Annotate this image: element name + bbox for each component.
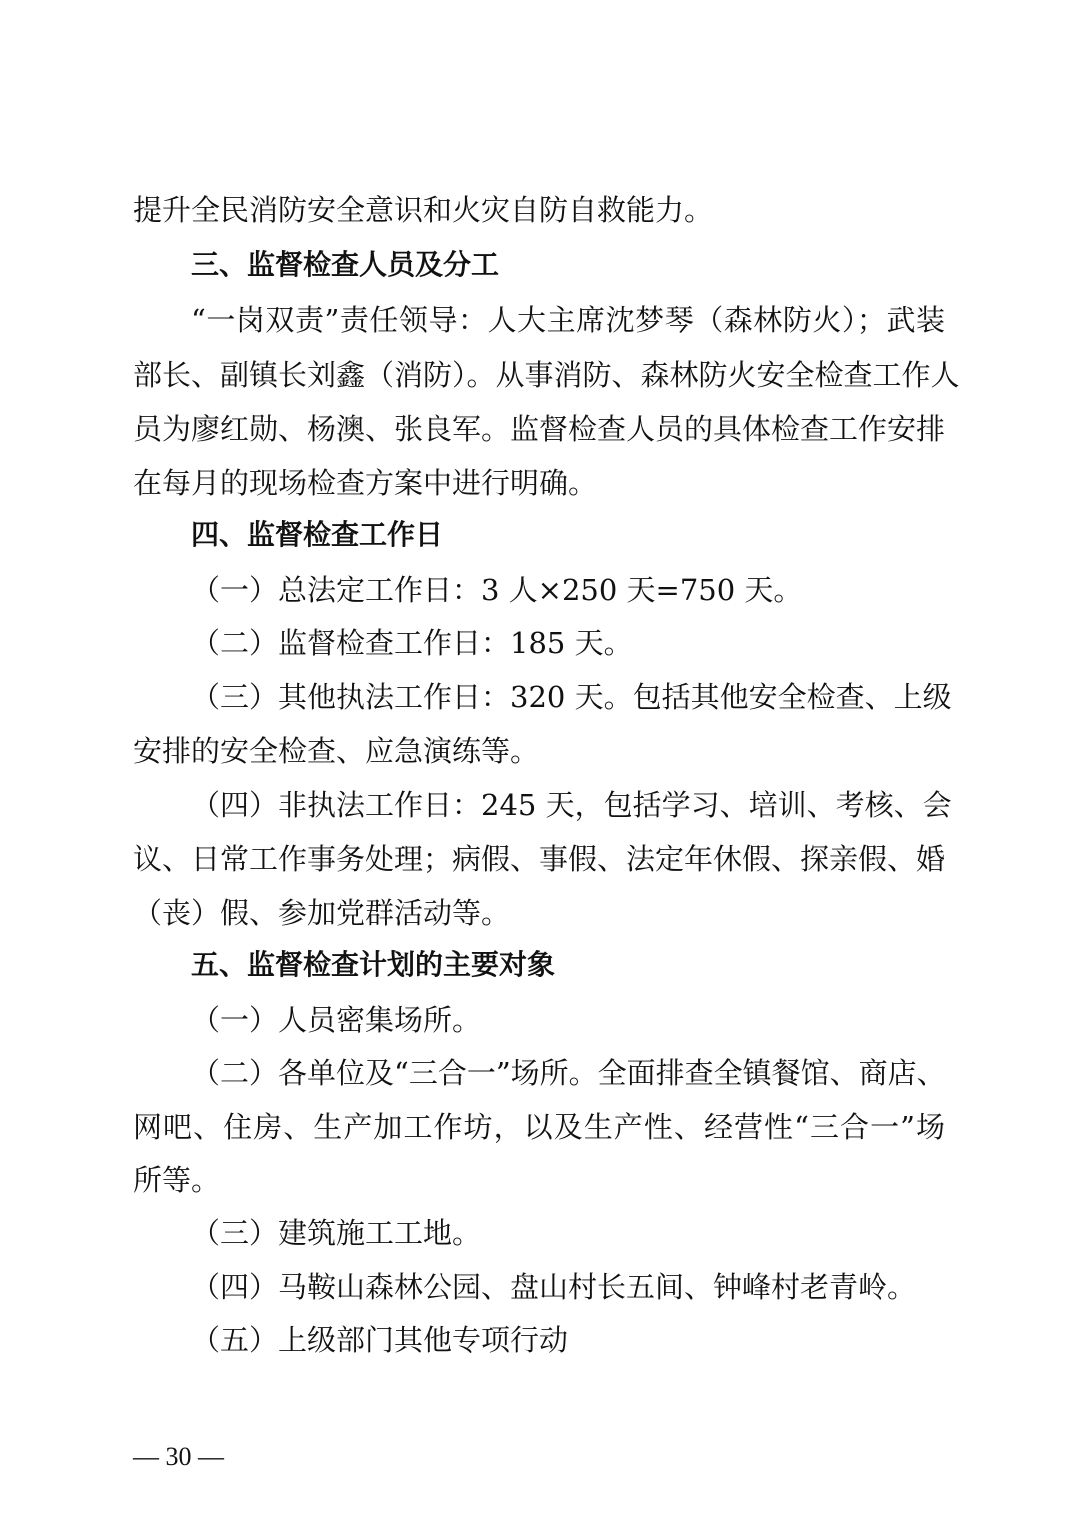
paragraph-line: 议、日常工作事务处理；病假、事假、法定年休假、探亲假、婚 xyxy=(133,842,946,876)
paragraph-line: （三）建筑施工工地。 xyxy=(191,1216,482,1250)
paragraph-line: 员为廖红勋、杨澳、张良军。监督检查人员的具体检查工作安排 xyxy=(133,412,946,446)
paragraph-line: 部长、副镇长刘鑫（消防）。从事消防、森林防火安全检查工作人 xyxy=(133,358,960,392)
paragraph-line: （二）监督检查工作日：185 天。 xyxy=(191,626,633,660)
paragraph-line: （五）上级部门其他专项行动 xyxy=(191,1323,569,1357)
section-heading-5: 五、监督检查计划的主要对象 xyxy=(191,948,556,981)
paragraph-line: （四）马鞍山森林公园、盘山村长五间、钟峰村老青岭。 xyxy=(191,1270,917,1304)
paragraph-line: 网吧、住房、生产加工作坊，以及生产性、经营性“三合一”场 xyxy=(133,1110,945,1144)
paragraph-line: （三）其他执法工作日：320 天。包括其他安全检查、上级 xyxy=(191,680,952,714)
paragraph-line: （二）各单位及“三合一”场所。全面排查全镇餐馆、商店、 xyxy=(191,1056,946,1090)
paragraph-line: 在每月的现场检查方案中进行明确。 xyxy=(133,466,598,500)
paragraph-line: （四）非执法工作日：245 天，包括学习、培训、考核、会 xyxy=(191,788,952,822)
paragraph-line: （一）人员密集场所。 xyxy=(191,1003,482,1037)
paragraph-line: 提升全民消防安全意识和火灾自防自救能力。 xyxy=(133,193,714,227)
paragraph-line: （丧）假、参加党群活动等。 xyxy=(133,896,511,930)
section-heading-3: 三、监督检查人员及分工 xyxy=(191,248,500,281)
paragraph-line: （一）总法定工作日：3 人×250 天=750 天。 xyxy=(191,573,803,607)
page-number: — 30 — xyxy=(133,1442,224,1471)
paragraph-line: 所等。 xyxy=(133,1163,221,1197)
paragraph-line: “一岗双责”责任领导：人大主席沈梦琴（森林防火）；武装 xyxy=(191,303,945,337)
paragraph-line: 安排的安全检查、应急演练等。 xyxy=(133,734,540,768)
section-heading-4: 四、监督检查工作日 xyxy=(191,518,444,551)
